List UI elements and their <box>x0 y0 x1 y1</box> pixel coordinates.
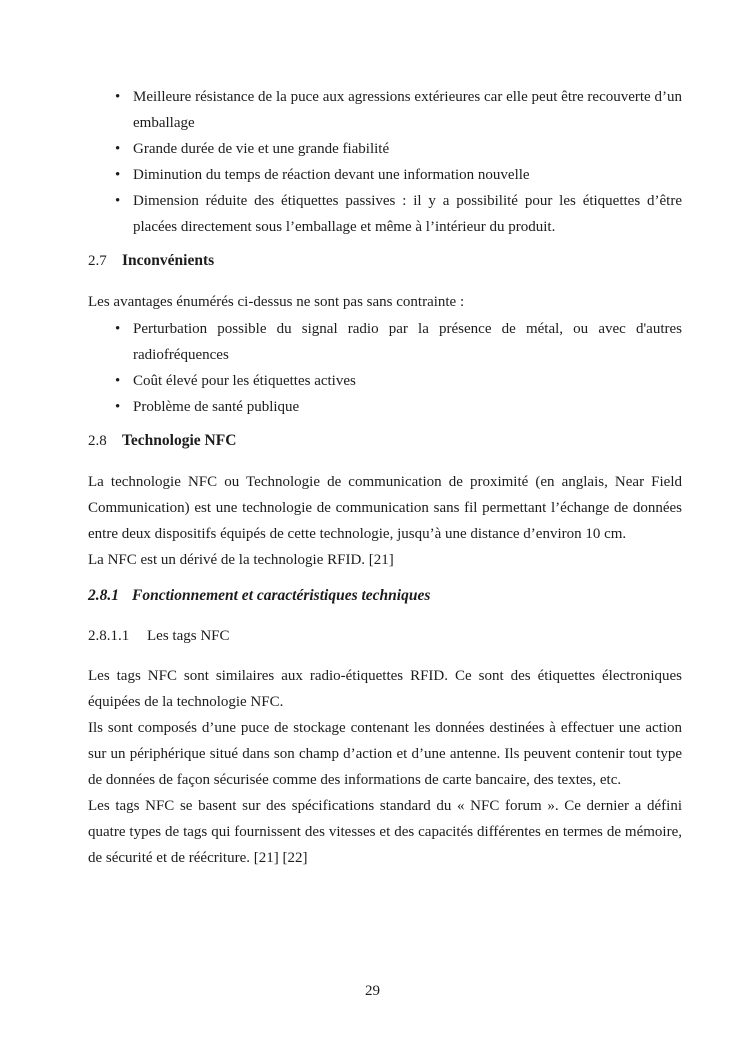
paragraph-nfc-definition <box>88 469 682 547</box>
paragraph-nfc-rfid: La NFC est un dérivé de la technologie RFID. [21] <box>88 552 394 568</box>
list-item-line: Meilleure résistance de la puce aux agressions extérieures car elle peut être recouverte d’un <box>133 89 682 105</box>
drawbacks-list <box>88 316 682 420</box>
list-item-line: Dimension réduite des étiquettes passives : il y a possibilité pour les étiquettes d’être <box>133 193 682 209</box>
list-item <box>88 84 682 136</box>
list-item <box>88 368 682 394</box>
bullet-icon: • <box>115 141 121 157</box>
paragraph-line: de données de façon sécurisée comme des informations de carte bancaire, des textes, etc. <box>88 772 622 788</box>
list-item <box>88 188 682 240</box>
paragraph-line: entre deux dispositifs équipés de cette technologie, jusqu’à une distance d’environ 10 cm. <box>88 526 627 542</box>
section-number: 2.8.1 <box>88 587 119 604</box>
section-title: Fonctionnement et caractéristiques techniques <box>132 587 431 604</box>
list-item-line: Grande durée de vie et une grande fiabilité <box>133 141 390 157</box>
paragraph-line: Les tags NFC se basent sur des spécifications standard du « NFC forum ». Ce dernier a défini <box>88 798 682 814</box>
page-number: 29 <box>365 983 380 999</box>
section-title: Inconvénients <box>122 252 215 269</box>
bullet-icon: • <box>115 193 121 209</box>
paragraph-line: de sécurité et de réécriture. [21] [22] <box>88 850 308 866</box>
section-heading-2-8-1-1 <box>88 623 682 649</box>
list-item <box>88 136 682 162</box>
section-number: 2.8.1.1 <box>88 628 130 644</box>
paragraph-line: quatre types de tags qui fournissent des vitesses et des capacités différentes en termes de mémoire, <box>88 824 682 840</box>
list-item <box>88 394 682 420</box>
bullet-icon: • <box>115 321 121 337</box>
list-item <box>88 162 682 188</box>
paragraph-tags-composition <box>88 715 682 793</box>
paragraph-line: équipées de la technologie NFC. <box>88 694 284 710</box>
document-body <box>88 84 682 871</box>
bullet-icon: • <box>115 373 121 389</box>
list-item-line: Perturbation possible du signal radio par la présence de métal, ou avec d'autres <box>133 321 682 337</box>
paragraph-tags-similar <box>88 663 682 715</box>
paragraph-line: Les tags NFC sont similaires aux radio-étiquettes RFID. Ce sont des étiquettes électroniques <box>88 668 682 684</box>
bullet-icon: • <box>115 399 121 415</box>
section-number: 2.7 <box>88 253 107 269</box>
paragraph-line: Ils sont composés d’une puce de stockage contenant les données destinées à effectuer une action <box>88 720 682 736</box>
section-heading-2-8 <box>88 428 682 454</box>
paragraph-line: La technologie NFC ou Technologie de communication de proximité (en anglais, Near Field <box>88 474 682 490</box>
advantages-list <box>88 84 682 240</box>
section-title: Les tags NFC <box>147 628 230 644</box>
section-title: Technologie NFC <box>122 432 237 449</box>
paragraph-line: Communication) est une technologie de communication sans fil permettant l’échange de données <box>88 500 682 516</box>
list-item <box>88 316 682 368</box>
list-item-line: Coût élevé pour les étiquettes actives <box>133 373 356 389</box>
bullet-icon: • <box>115 89 121 105</box>
list-item-line: emballage <box>133 115 195 131</box>
list-item-line: radiofréquences <box>133 347 229 363</box>
list-item-line: Problème de santé publique <box>133 399 300 415</box>
list-item-line: placées directement sous l’emballage et même à l’intérieur du produit. <box>133 219 556 235</box>
list-item-line: Diminution du temps de réaction devant une information nouvelle <box>133 167 530 183</box>
section-number: 2.8 <box>88 433 107 449</box>
section-heading-2-8-1 <box>88 583 682 609</box>
paragraph-tags-forum <box>88 793 682 871</box>
paragraph-line: sur un périphérique situé dans son champ d’action et d’une antenne. Ils peuvent contenir tout type <box>88 746 682 762</box>
paragraph-intro-drawbacks: Les avantages énumérés ci-dessus ne sont pas sans contrainte : <box>88 294 465 310</box>
bullet-icon: • <box>115 167 121 183</box>
section-heading-2-7 <box>88 248 682 274</box>
